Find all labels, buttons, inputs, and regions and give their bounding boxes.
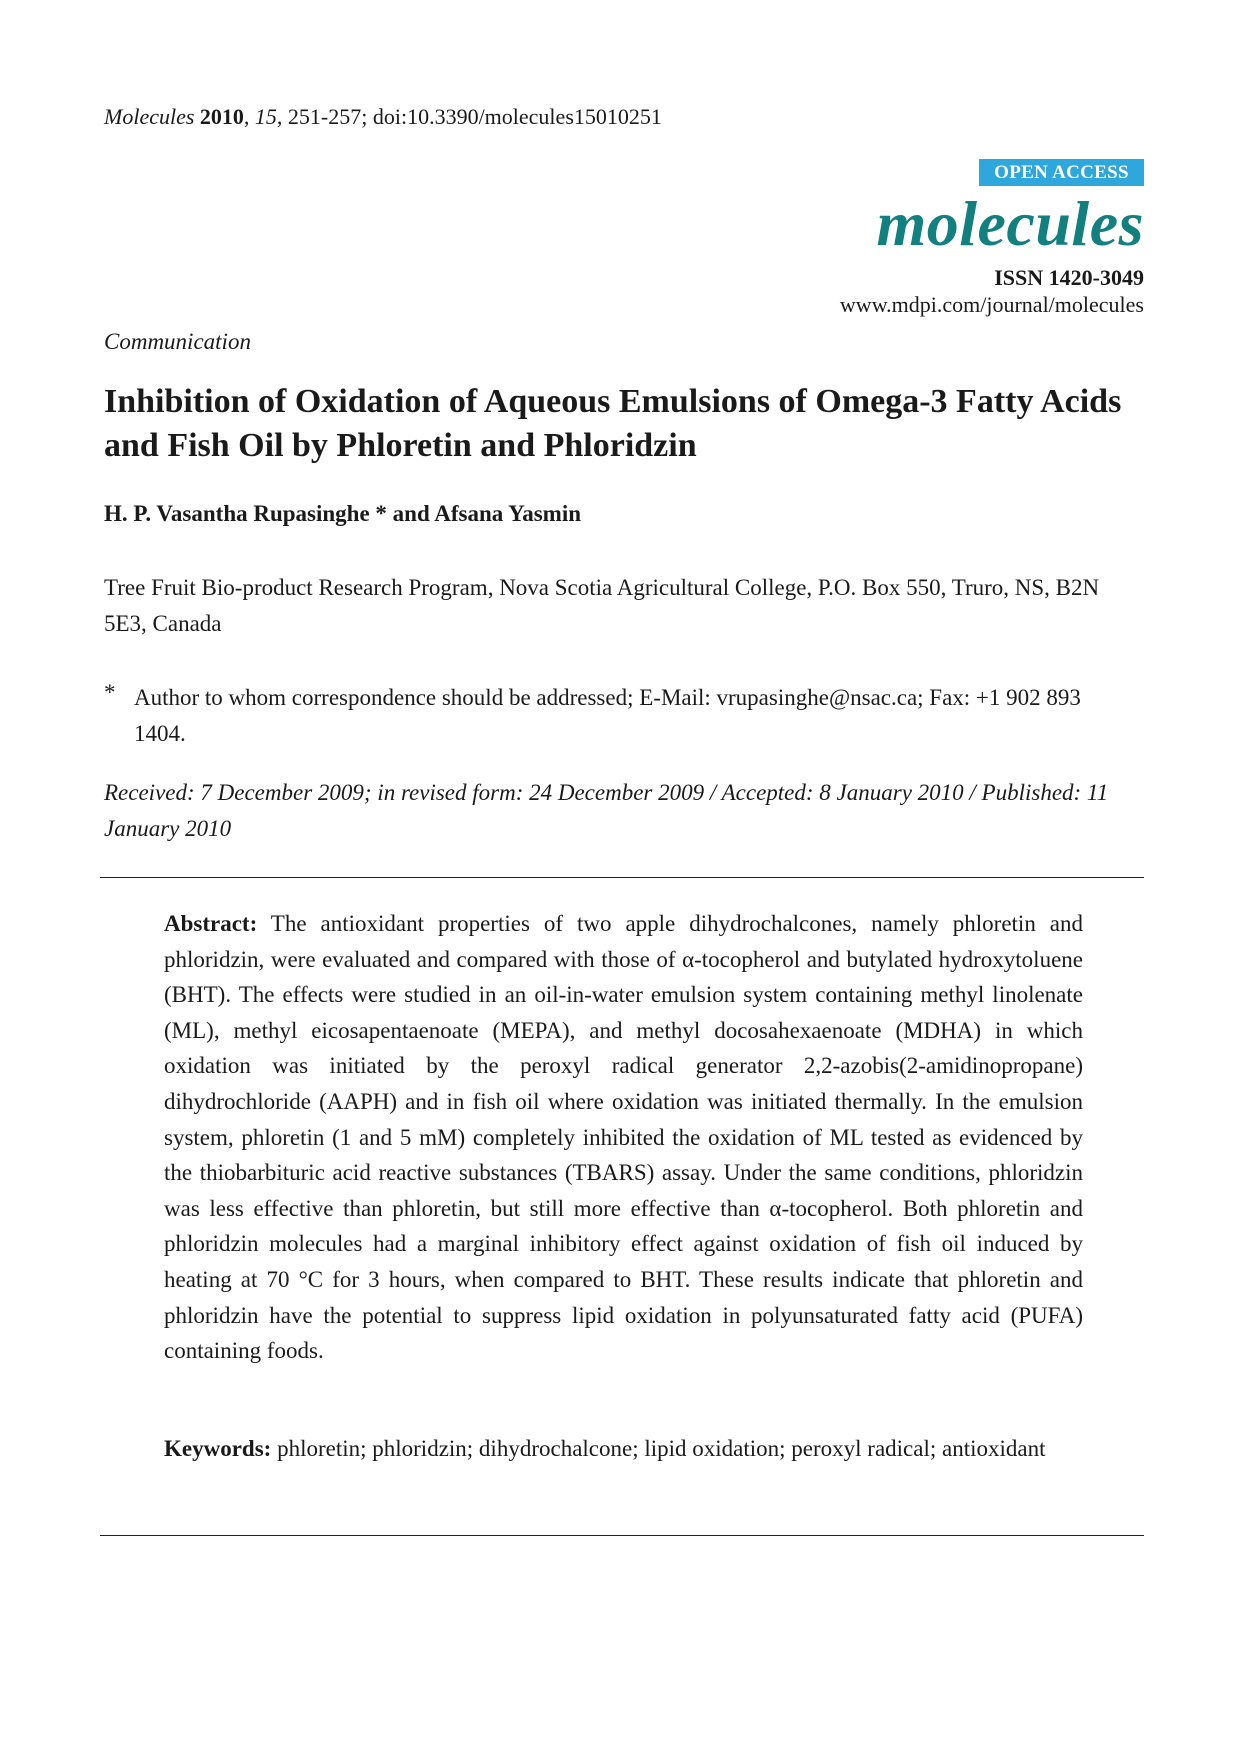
- citation-year: 2010: [199, 104, 244, 129]
- keywords-label: Keywords:: [164, 1436, 272, 1461]
- journal-url[interactable]: www.mdpi.com/journal/molecules: [839, 292, 1144, 317]
- issn: ISSN 1420-3049: [994, 265, 1144, 290]
- abstract-text: The antioxidant properties of two apple dihydrochalcones, namely phloretin and phloridzin, were evaluated and compared with those of α-tocopherol and butylated hydroxytoluene (BHT). The effects were studied in an oil-in-water emulsion system containing methyl linolenate (ML), methyl eicosapentaenoate (MEPA), and methyl docosahexaenoate (MDHA) in which oxidation was initiated by the peroxyl radical generator 2,2-azobis(2-amidinopropane) dihydrochloride (AAPH) and in fish oil where oxidation was initiated thermally. In the emulsion system, phloretin (1 and 5 mM) completely inhibited the oxidation of ML tested as evidenced by the thiobarbituric acid reactive substances (TBARS) assay. Under the same conditions, phloridzin was less effective than phloretin, but still more effective than α-tocopherol. Both phloretin and phloridzin molecules had a marginal inhibitory effect against oxidation of fish oil induced by heating at 70 °C for 3 hours, when compared to BHT. These results indicate that phloretin and phloridzin have the potential to suppress lipid oxidation in polyunsaturated fatty acid (PUFA) containing foods.: [164, 911, 1083, 1364]
- divider-bottom: [100, 1535, 1144, 1536]
- keywords: [164, 1431, 1083, 1467]
- open-access-badge: OPEN ACCESS: [979, 159, 1144, 186]
- correspondence-marker: *: [104, 680, 116, 705]
- publication-dates: Received: 7 December 2009; in revised form: 24 December 2009 / Accepted: 8 January 2010 / Published: 11 January 2010: [104, 780, 1109, 841]
- citation-journal: Molecules: [104, 104, 195, 129]
- article-type: Communication: [104, 329, 251, 354]
- abstract: [164, 906, 1083, 1369]
- citation-pages-doi: , 251-257; doi:10.3390/molecules15010251: [276, 104, 662, 129]
- correspondence: Author to whom correspondence should be addressed; E-Mail: vrupasinghe@nsac.ca; Fax: +1 902 893 1404.: [134, 685, 1081, 746]
- journal-logo: molecules: [876, 188, 1144, 259]
- citation-line: Molecules 2010, 15, 251-257; doi:10.3390/molecules15010251: [104, 104, 662, 129]
- abstract-label: Abstract:: [164, 911, 258, 936]
- citation-volume: 15: [254, 104, 277, 129]
- authors: H. P. Vasantha Rupasinghe * and Afsana Yasmin: [104, 501, 582, 526]
- affiliation: Tree Fruit Bio-product Research Program, Nova Scotia Agricultural College, P.O. Box 550, Truro, NS, B2N 5E3, Canada: [104, 575, 1100, 636]
- keywords-text: phloretin; phloridzin; dihydrochalcone; lipid oxidation; peroxyl radical; antioxidant: [277, 1436, 1046, 1461]
- article-title: Inhibition of Oxidation of Aqueous Emulsions of Omega-3 Fatty Acids and Fish Oil by Phloretin and Phloridzin: [104, 383, 1122, 464]
- divider-top: [100, 877, 1144, 878]
